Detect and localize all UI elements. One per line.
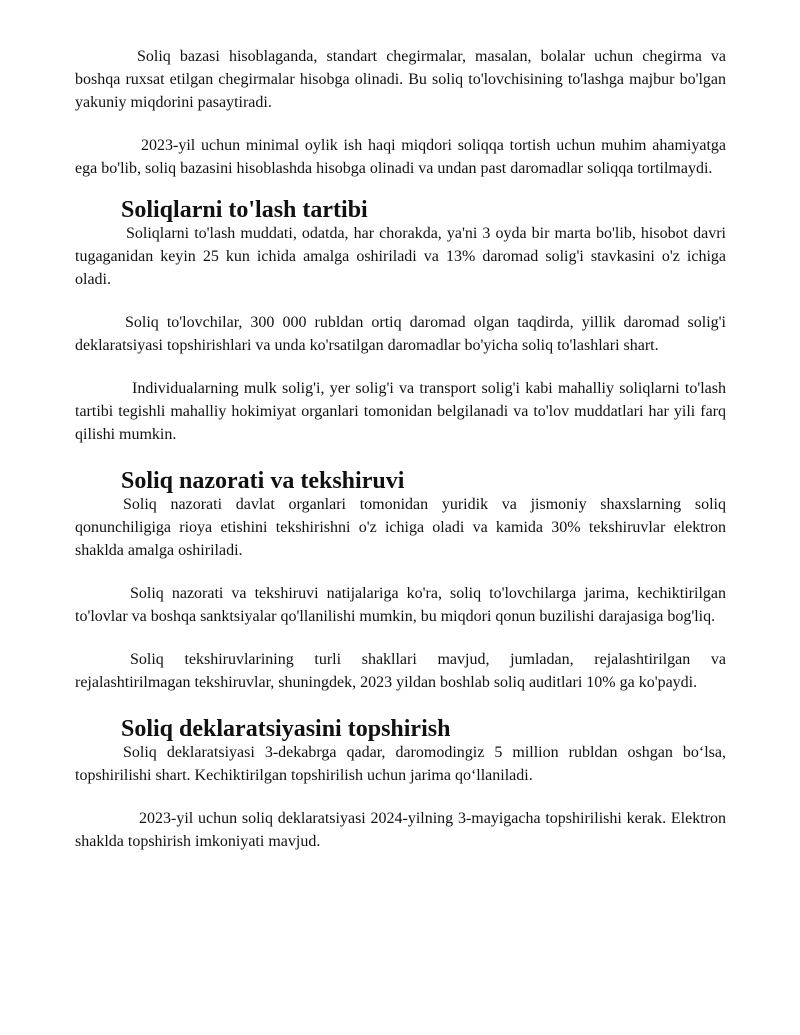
paragraph-payment-deadline: Soliqlarni to'lash muddati, odatda, har chorakda, ya'ni 3 oyda bir marta bo'lib, hisobot davri tugaganidan keyin 25 kun ichida amalga oshiriladi va 13% daromad solig'i stavkasini o'z ichiga oladi. [75, 225, 726, 288]
heading-payment-procedure: Soliqlarni to'lash tartibi [121, 197, 368, 223]
paragraph-tax-base-deductions: Soliq bazasi hisoblaganda, standart chegirmalar, masalan, bolalar uchun chegirma va boshqa ruxsat etilgan chegirmalar hisobga olinadi. Bu soliq to'lovchisining to'lashga majbur bo'lgan yakuniy miqdorini pasaytiradi. [75, 48, 726, 111]
heading-declaration-submission: Soliq deklaratsiyasini topshirish [121, 716, 451, 742]
paragraph-local-taxes: Individualarning mulk solig'i, yer solig'i va transport solig'i kabi mahalliy soliqlarni to'lash tartibi tegishli mahalliy hokimiyat organlari tomonidan belgilanadi va to'lov muddatlari har yili farq qilishi mumkin. [75, 380, 726, 443]
paragraph-2023-declaration: 2023-yil uchun soliq deklaratsiyasi 2024-yilning 3-mayigacha topshirilishi kerak. Elektron shaklda topshirish imkoniyati mavjud. [75, 810, 726, 850]
paragraph-inspection-types: Soliq tekshiruvlarining turli shakllari mavjud, jumladan, rejalashtirilgan va rejalashtirilmagan tekshiruvlar, shuningdek, 2023 yildan boshlab soliq auditlari 10% ga ko'paydi. [75, 651, 726, 691]
paragraph-annual-declaration: Soliq to'lovchilar, 300 000 rubldan ortiq daromad olgan taqdirda, yillik daromad solig'i deklaratsiyasi topshirishlari va unda ko'rsatilgan daromadlar bo'yicha soliq to'lashlari shart. [75, 314, 726, 354]
document-page [75, 45, 726, 853]
paragraph-control-scope: Soliq nazorati davlat organlari tomonidan yuridik va jismoniy shaxslarning soliq qonunchiligiga rioya etishini tekshirishni o'z ichiga oladi va kamida 30% tekshiruvlar elektron shaklda amalga oshiriladi. [75, 496, 726, 559]
heading-tax-control: Soliq nazorati va tekshiruvi [121, 468, 405, 494]
paragraph-sanctions: Soliq nazorati va tekshiruvi natijalariga ko'ra, soliq to'lovchilarga jarima, kechiktirilgan to'lovlar va boshqa sanktsiyalar qo'llanilishi mumkin, bu miqdori qonun buzilishi darajasiga bog'liq. [75, 585, 726, 625]
paragraph-declaration-deadline: Soliq deklaratsiyasi 3-dekabrga qadar, daromodingiz 5 million rubldan oshgan bo‘lsa, topshirilishi shart. Kechiktirilgan topshirilish uchun jarima qo‘llaniladi. [75, 744, 726, 784]
paragraph-minimum-wage: 2023-yil uchun minimal oylik ish haqi miqdori soliqqa tortish uchun muhim ahamiyatga ega bo'lib, soliq bazasini hisoblashda hisobga olinadi va undan past daromadlar soliqqa tortilmaydi. [75, 137, 726, 177]
